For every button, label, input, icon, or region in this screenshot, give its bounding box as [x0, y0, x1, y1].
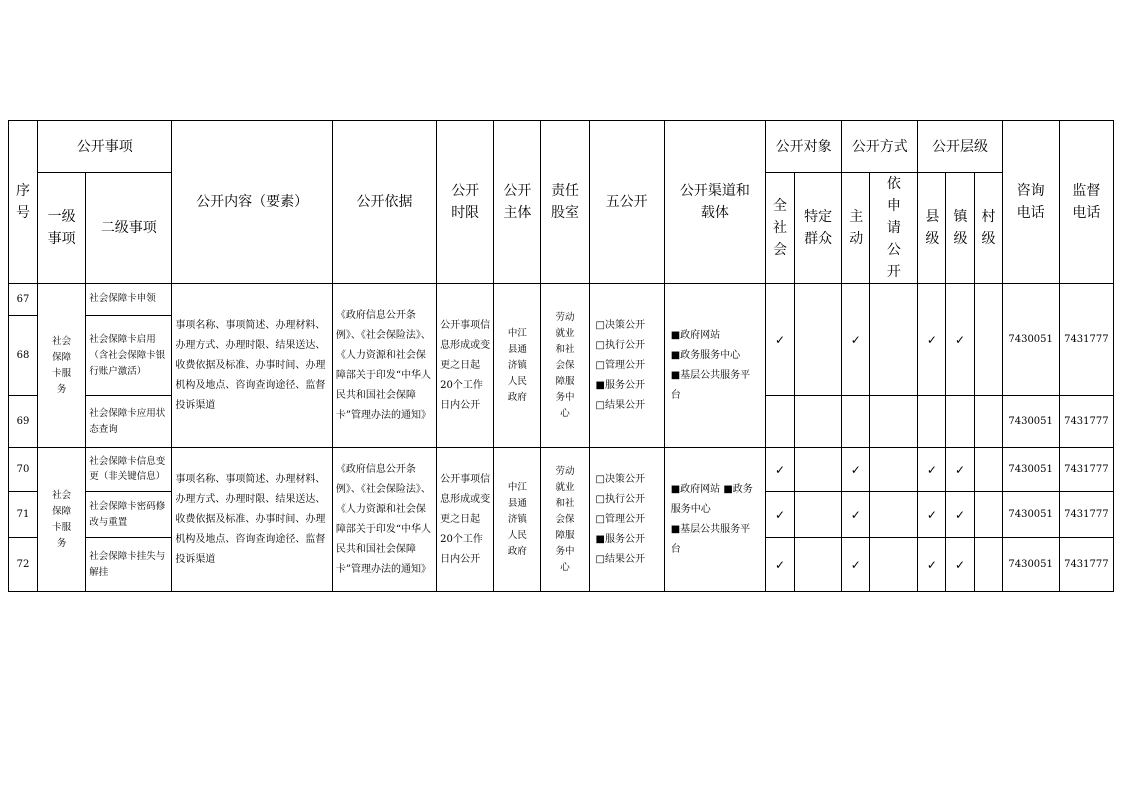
- level-town-cell: ✓: [946, 284, 974, 396]
- channel-item: ■政府网站 ■政务服务中心: [670, 483, 753, 515]
- consult-phone-cell: 7430051: [1002, 284, 1059, 396]
- level1-cell: 社会保障卡服务: [38, 284, 86, 448]
- header-target-specific: 特定群众: [795, 173, 842, 284]
- level2-cell: 社会保障卡应用状态查询: [86, 396, 172, 448]
- header-time-limit: 公开时限: [437, 121, 494, 284]
- level2-cell: 社会保障卡密码修改与重置: [86, 492, 172, 538]
- level-county-cell: ✓: [918, 538, 946, 592]
- method-request-cell: [870, 448, 918, 492]
- level-county-cell: ✓: [918, 284, 946, 396]
- supervise-phone-cell: 7431777: [1059, 492, 1113, 538]
- five-open-item: □管理公开: [595, 359, 645, 371]
- channel-cell: [664, 284, 765, 448]
- target-specific-cell: [795, 284, 842, 396]
- header-channel: 公开渠道和载体: [664, 121, 765, 284]
- supervise-phone-cell: 7431777: [1059, 396, 1113, 448]
- level-town-cell: ✓: [946, 448, 974, 492]
- level-county-cell: ✓: [918, 448, 946, 492]
- subject-cell: 中江县通济镇人民政府: [494, 448, 541, 592]
- supervise-phone-cell: 7431777: [1059, 538, 1113, 592]
- dept-cell: 劳动就业和社会保障服务中心: [541, 448, 589, 592]
- level2-cell: 社会保障卡申领: [86, 284, 172, 316]
- level-village-cell: [974, 538, 1002, 592]
- header-public-item: 公开事项: [38, 121, 172, 173]
- disclosure-table: [8, 120, 1114, 592]
- table-row: [9, 448, 1114, 492]
- target-all-cell: ✓: [765, 284, 794, 396]
- header-method-active: 主动: [842, 173, 870, 284]
- target-all-cell: [765, 396, 794, 448]
- header-method: 公开方式: [842, 121, 918, 173]
- level-town-cell: [946, 396, 974, 448]
- header-level-village: 村级: [974, 173, 1002, 284]
- target-specific-cell: [795, 538, 842, 592]
- seq-cell: 67: [9, 284, 38, 316]
- seq-cell: 72: [9, 538, 38, 592]
- subject-cell: 中江县通济镇人民政府: [494, 284, 541, 448]
- level-town-cell: ✓: [946, 492, 974, 538]
- level-village-cell: [974, 492, 1002, 538]
- channel-item: ■政府网站: [670, 329, 721, 341]
- level1-cell: 社会保障卡服务: [38, 448, 86, 592]
- level-village-cell: [974, 396, 1002, 448]
- basis-cell: 《政府信息公开条例》、《社会保险法》、《人力资源和社会保障部关于印发“中华人民共和国社会保障卡”管理办法的通知》: [332, 284, 436, 448]
- header-method-request: 依申请公开: [870, 173, 918, 284]
- method-active-cell: [842, 396, 870, 448]
- method-active-cell: ✓: [842, 492, 870, 538]
- target-all-cell: ✓: [765, 538, 794, 592]
- target-all-cell: ✓: [765, 492, 794, 538]
- method-request-cell: [870, 284, 918, 396]
- five-open-item: □决策公开: [595, 473, 645, 485]
- seq-cell: 68: [9, 316, 38, 396]
- header-level-county: 县级: [918, 173, 946, 284]
- level2-cell: 社会保障卡信息变更（非关键信息）: [86, 448, 172, 492]
- header-seq: 序号: [9, 121, 38, 284]
- header-content: 公开内容（要素）: [172, 121, 332, 284]
- method-active-cell: ✓: [842, 284, 870, 396]
- method-request-cell: [870, 492, 918, 538]
- method-request-cell: [870, 538, 918, 592]
- header-basis: 公开依据: [332, 121, 436, 284]
- header-consult: 咨询电话: [1002, 121, 1059, 284]
- five-open-item: □结果公开: [595, 553, 645, 565]
- level-county-cell: ✓: [918, 492, 946, 538]
- time-limit-cell: 公开事项信息形成或变更之日起20个工作日内公开: [437, 448, 494, 592]
- level-town-cell: ✓: [946, 538, 974, 592]
- dept-cell: 劳动就业和社会保障服务中心: [541, 284, 589, 448]
- header-target-all: 全社会: [765, 173, 794, 284]
- consult-phone-cell: 7430051: [1002, 492, 1059, 538]
- supervise-phone-cell: 7431777: [1059, 448, 1113, 492]
- supervise-phone-cell: 7431777: [1059, 284, 1113, 396]
- level2-cell: 社会保障卡挂失与解挂: [86, 538, 172, 592]
- header-level2: 二级事项: [86, 173, 172, 284]
- content-cell: 事项名称、事项简述、办理材料、办理方式、办理时限、结果送达、收费依据及标准、办事时间、办理机构及地点、咨询查询途径、监督投诉渠道: [172, 448, 332, 592]
- seq-cell: 70: [9, 448, 38, 492]
- channel-item: ■基层公共服务平台: [670, 523, 751, 555]
- header-subject: 公开主体: [494, 121, 541, 284]
- consult-phone-cell: 7430051: [1002, 396, 1059, 448]
- method-active-cell: ✓: [842, 448, 870, 492]
- method-active-cell: ✓: [842, 538, 870, 592]
- header-supervise: 监督电话: [1059, 121, 1113, 284]
- five-open-item: ■服务公开: [595, 533, 645, 545]
- header-level: 公开层级: [918, 121, 1002, 173]
- five-open-cell: [589, 284, 664, 448]
- five-open-item: □执行公开: [595, 493, 645, 505]
- seq-cell: 71: [9, 492, 38, 538]
- header-level-town: 镇级: [946, 173, 974, 284]
- channel-cell: [664, 448, 765, 592]
- level-county-cell: [918, 396, 946, 448]
- channel-item: ■政务服务中心: [670, 349, 741, 361]
- five-open-cell: [589, 448, 664, 592]
- time-limit-cell: 公开事项信息形成或变更之日起20个工作日内公开: [437, 284, 494, 448]
- header-target: 公开对象: [765, 121, 841, 173]
- basis-cell: 《政府信息公开条例》、《社会保险法》、《人力资源和社会保障部关于印发“中华人民共和国社会保障卡”管理办法的通知》: [332, 448, 436, 592]
- target-specific-cell: [795, 396, 842, 448]
- table-row: [9, 284, 1114, 316]
- target-specific-cell: [795, 492, 842, 538]
- level2-cell: 社会保障卡启用（含社会保障卡银行账户激活）: [86, 316, 172, 396]
- method-request-cell: [870, 396, 918, 448]
- level-village-cell: [974, 284, 1002, 396]
- target-specific-cell: [795, 448, 842, 492]
- five-open-item: ■服务公开: [595, 379, 645, 391]
- header-dept: 责任股室: [541, 121, 589, 284]
- content-cell: 事项名称、事项简述、办理材料、办理方式、办理时限、结果送达、收费依据及标准、办事时间、办理机构及地点、咨询查询途径、监督投诉渠道: [172, 284, 332, 448]
- five-open-item: □执行公开: [595, 339, 645, 351]
- channel-item: ■基层公共服务平台: [670, 369, 751, 401]
- five-open-item: □结果公开: [595, 399, 645, 411]
- target-all-cell: ✓: [765, 448, 794, 492]
- header-five-open: 五公开: [589, 121, 664, 284]
- seq-cell: 69: [9, 396, 38, 448]
- consult-phone-cell: 7430051: [1002, 448, 1059, 492]
- disclosure-table-sheet: [8, 120, 1114, 592]
- level-village-cell: [974, 448, 1002, 492]
- five-open-item: □管理公开: [595, 513, 645, 525]
- five-open-item: □决策公开: [595, 319, 645, 331]
- header-level1: 一级事项: [38, 173, 86, 284]
- consult-phone-cell: 7430051: [1002, 538, 1059, 592]
